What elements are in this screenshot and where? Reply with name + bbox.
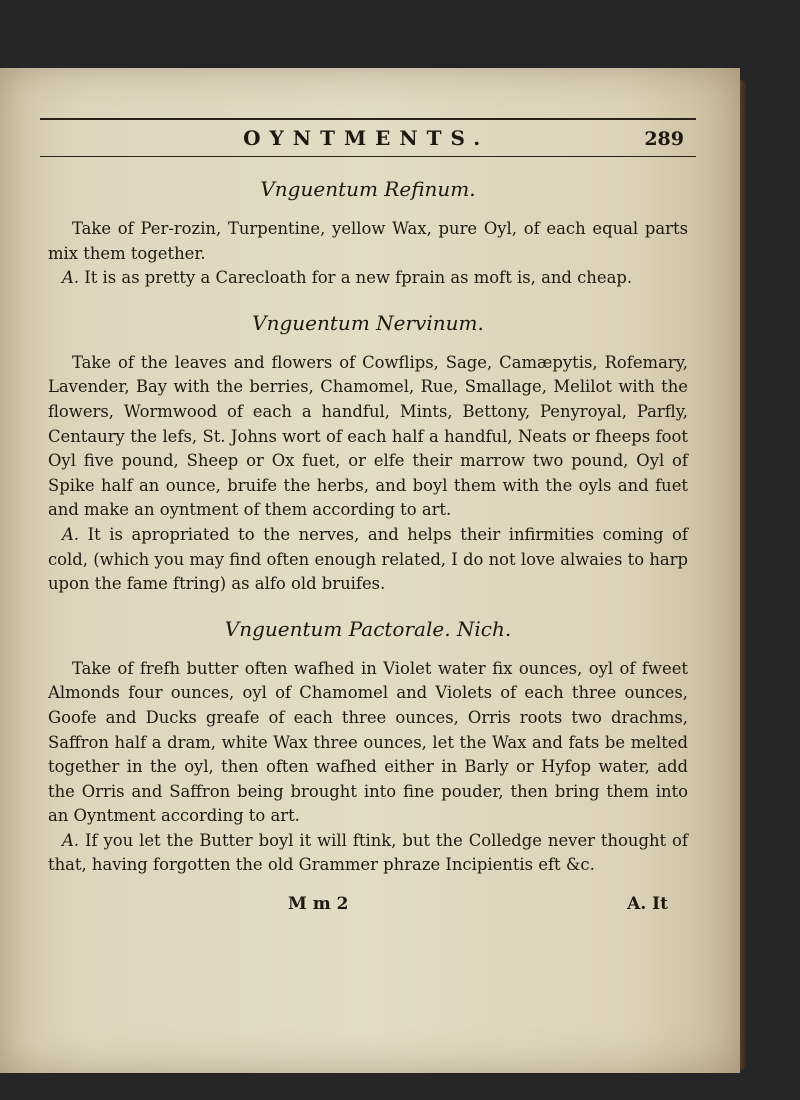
page-text (48, 118, 688, 914)
section-pectorale (48, 617, 688, 878)
annotation-label: A. (62, 268, 80, 288)
annotation-text: It is apropriated to the nerves, and helps their infirmities coming of cold, (which you may find often enough related, I do not love alwaies to harp upon the fame ftring) as alfo old bruifes. (48, 524, 688, 594)
running-head: OYNTMENTS. (243, 126, 490, 150)
recipe-text: Take of frefh butter often wafhed in Violet water fix ounces, oyl of fweet Almonds four ounces, oyl of Chamomel and Violets of each three ounces, Goofe and Ducks greafe of each three ounces, Orris roots two drachms, Saffron half a dram, white Wax three ounces, let the Wax and fats be melted together in the oyl, then often wafhed either in Barly or Hyfop water, add the Orris and Saffron being brought into fine pouder, then bring them into an Oyntment according to art. (48, 658, 688, 826)
annotation-text: If you let the Butter boyl it will ftink, but the Colledge never thought of that, having forgotten the old Grammer phraze Incipientis eft &c. (48, 830, 688, 875)
page-number: 289 (644, 128, 684, 150)
catchword: A. It (627, 894, 668, 915)
section-title: Vnguentum Pactorale. Nich. (224, 616, 512, 641)
page-header (48, 126, 688, 150)
header-rule-lower (40, 156, 696, 157)
annotation (48, 266, 688, 291)
annotation-text: It is as pretty a Carecloath for a new fprain as moft is, and cheap. (84, 268, 633, 288)
annotation (48, 523, 688, 597)
annotation-label: A. (62, 830, 80, 850)
section-nervinum (48, 311, 688, 597)
header-rule (40, 118, 696, 120)
annotation (48, 829, 688, 878)
annotation-label: A. (62, 524, 80, 544)
signature-mark: M m 2 (288, 894, 349, 915)
page-footer (48, 894, 688, 914)
section-title: Vnguentum Nervinum. (252, 310, 484, 335)
recipe-text: Take of the leaves and flowers of Cowflips, Sage, Camæpytis, Rofemary, Lavender, Bay with the berries, Chamomel, Rue, Smallage, Melilot with the flowers, Wormwood of each a handful, Mints, Bettony, Penyroyal, Parfly, Centaury the lefs, St. Johns wort of each half a handful, Neats or fheeps foot Oyl five pound, Sheep or Ox fuet, or elfe their marrow two pound, Oyl of Spike half an ounce, bruife the herbs, and boyl them with the oyls and fuet and make an oyntment of them according to art. (48, 352, 688, 520)
section-title: Vnguentum Refinum. (260, 177, 476, 201)
recipe-text: Take of Per-rozin, Turpentine, yellow Wax, pure Oyl, of each equal parts mix them together. (48, 219, 688, 263)
section-refinum (48, 177, 688, 291)
